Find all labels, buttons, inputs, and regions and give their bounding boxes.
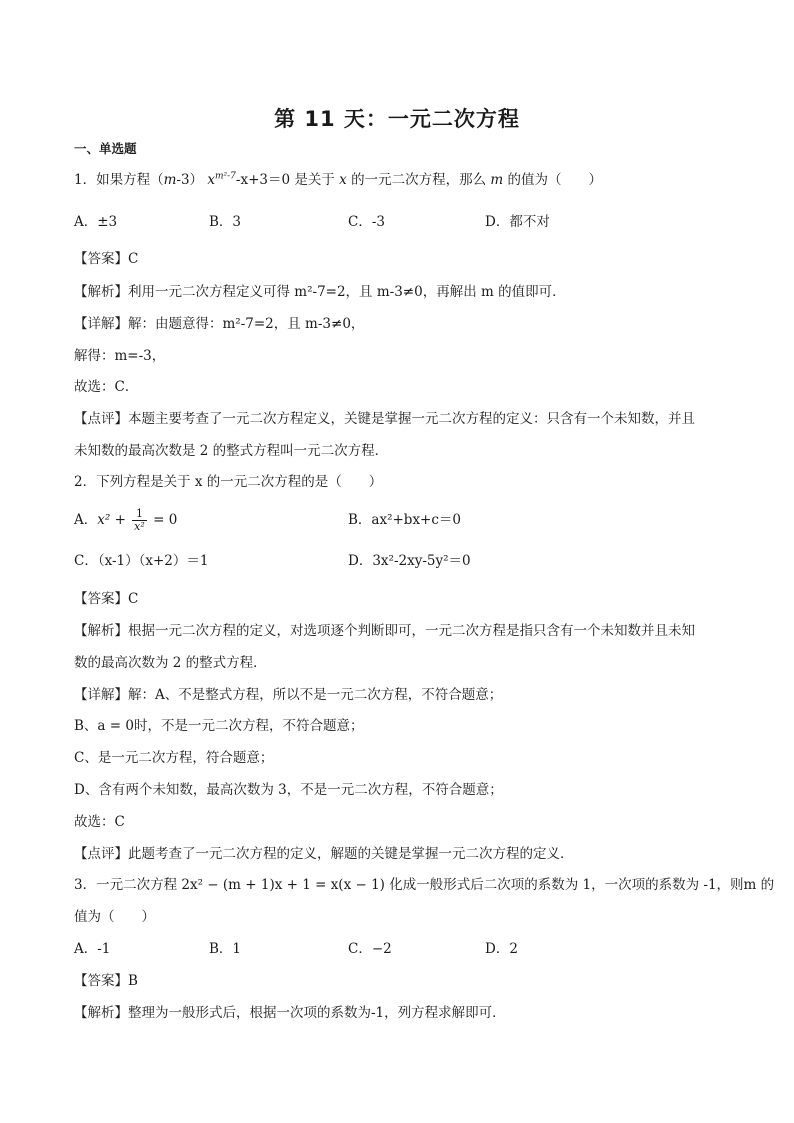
q1-detail: 【详解】解：由题意得：m²-7=2，且 m-3≠0， <box>74 316 365 332</box>
q1-analysis: 【解析】利用一元二次方程定义可得 m²-7=2，且 m-3≠0，再解出 m 的值即可． <box>74 284 566 300</box>
q2-option-b: B．ax²+bx+c＝0 <box>348 512 462 528</box>
q3-option-b: B．1 <box>209 941 242 957</box>
q3-stem-line1: 3．一元二次方程 2x² − (m + 1)x + 1 = x(x − 1) 化成一般形式后二次项的系数为 1，一次项的系数为 -1，则m 的 <box>74 877 775 893</box>
q1-stem-mid1: -3） <box>176 172 204 188</box>
q1-stem <box>74 171 602 189</box>
q1-exponent: m²-7 <box>214 171 236 182</box>
q3-option-d: D．2 <box>485 941 518 957</box>
q1-option-c: C．-3 <box>348 214 385 230</box>
q1-var-m2: m <box>490 172 504 188</box>
q2-analysis-line2: 数的最高次数为 2 的整式方程． <box>74 655 267 671</box>
q2-option-a-fraction <box>132 508 147 533</box>
q1-var-m: m <box>163 172 177 188</box>
q1-stem-suffix: 的值为（ ） <box>503 172 602 188</box>
q2-detail-line3: C、是一元二次方程，符合题意； <box>74 750 274 766</box>
q3-stem-line2: 值为（ ） <box>74 909 155 925</box>
q2-option-a <box>74 508 177 533</box>
q1-answer: 【答案】C <box>74 251 139 267</box>
q2-detail-line1: 【详解】解：A、不是整式方程，所以不是一元二次方程，不符合题意； <box>74 687 503 703</box>
q1-stem-prefix: 1．如果方程（ <box>74 172 164 188</box>
q1-comment-line2: 未知数的最高次数是 2 的整式方程叫一元二次方程． <box>74 443 389 459</box>
q2-option-a-tail: = 0 <box>148 512 178 528</box>
q1-choose: 故选：C． <box>74 379 139 395</box>
q2-comment: 【点评】此题考查了一元二次方程的定义，解题的关键是掌握一元二次方程的定义． <box>74 846 574 862</box>
q2-choose: 故选：C <box>74 814 125 830</box>
q1-solve: 解得：m=-3， <box>74 348 166 364</box>
q1-var-x2: x <box>339 172 347 188</box>
q1-stem-mid2: -x+3＝0 是关于 <box>235 172 335 188</box>
q2-option-a-expr: x² + <box>97 512 131 528</box>
q2-option-a-label: A． <box>74 512 98 528</box>
q3-option-a: A．-1 <box>74 941 111 957</box>
page-title: 第 11 天：一元二次方程 <box>274 107 520 131</box>
q3-analysis: 【解析】整理为一般形式后，根据一次项的系数为-1，列方程求解即可． <box>74 1005 506 1021</box>
q1-stem-mid3: 的一元二次方程，那么 <box>346 172 487 188</box>
q2-detail-line4: D、含有两个未知数，最高次数为 3，不是一元二次方程，不符合题意； <box>74 782 503 798</box>
q1-option-d: D．都不对 <box>485 214 550 230</box>
section-heading: 一、单选题 <box>74 141 137 156</box>
q2-answer: 【答案】C <box>74 591 139 607</box>
q1-comment-line1: 【点评】本题主要考查了一元二次方程定义，关键是掌握一元二次方程的定义：只含有一个未知数，并且 <box>74 411 695 427</box>
q2-analysis-line1: 【解析】根据一元二次方程的定义，对选项逐个判断即可，一元二次方程是指只含有一个未知数并且未知 <box>74 623 695 639</box>
q1-option-b: B．3 <box>209 214 242 230</box>
q2-option-c: C．（x-1）（x+2）＝1 <box>74 553 209 569</box>
q2-option-d: D．3x²-2xy-5y²＝0 <box>348 553 471 569</box>
fraction-denominator: x² <box>134 520 145 533</box>
q2-stem: 2．下列方程是关于 x 的一元二次方程的是（ ） <box>74 474 383 490</box>
q3-option-c: C．−2 <box>348 941 392 957</box>
q3-answer: 【答案】B <box>74 973 138 989</box>
q2-detail-line2: B、a = 0时，不是一元二次方程，不符合题意； <box>74 718 364 734</box>
q1-var-x: x <box>207 172 215 188</box>
fraction-numerator: 1 <box>132 508 147 521</box>
q1-option-a: A．±3 <box>74 214 118 230</box>
